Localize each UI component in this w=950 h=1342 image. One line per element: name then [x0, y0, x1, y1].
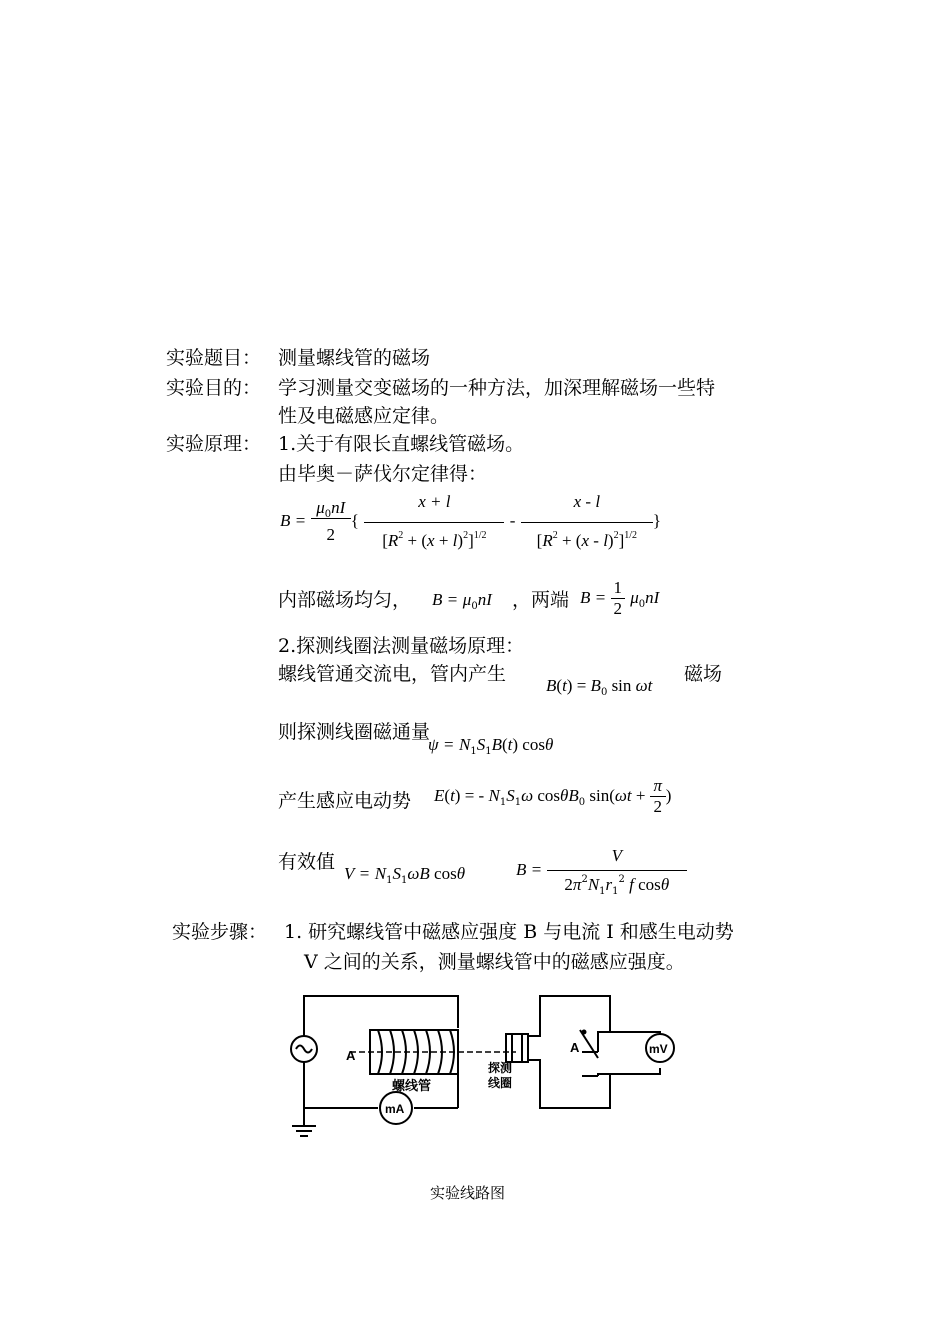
principle-item-1: 1.关于有限长直螺线管磁场。 — [278, 433, 525, 455]
end-field-formula: B = $\frac{1}{2}$ $\mu_0nI$ — [580, 578, 660, 618]
principle-label: 实验原理： — [166, 433, 262, 455]
rms-formula: $V = N_1S_1\omega B$ cosθ — [344, 864, 466, 886]
uniform-text-a: 内部磁场均匀， — [278, 589, 412, 611]
right-top-wire — [528, 996, 610, 1036]
purpose-label: 实验目的： — [166, 377, 262, 399]
mv-label: mV — [649, 1042, 668, 1056]
steps-label: 实验步骤： — [172, 921, 268, 943]
probe-coil-icon — [506, 1034, 528, 1062]
field-result-formula: B = $\frac{V}{2\pi^2N_1r_1^2 f \cos\theta}$ — [516, 846, 687, 895]
circuit-diagram — [280, 990, 680, 1150]
purpose-line-1: 学习测量交变磁场的一种方法，加深理解磁场一些特 — [278, 377, 716, 399]
ma-label: mA — [385, 1102, 405, 1116]
uniform-text-b: ，两端 — [512, 589, 570, 611]
solenoid-field-formula: B = $\frac{\mu_0nI}{2}$ { $\frac{x + l}{[R^2 + (x + l)^2]^{1/2}}$ - $\frac{x - l}{[R^2 + (x - l)^2]^{1/2}}$ } — [280, 492, 662, 550]
label-a-right: A — [570, 1040, 580, 1055]
biot-savart-intro: 由毕奥－萨伐尔定律得： — [278, 463, 488, 485]
solenoid-label: 螺线管 — [392, 1078, 432, 1093]
item-2: 2.探测线圈法测量磁场原理： — [278, 635, 525, 657]
rms-text: 有效值 — [278, 851, 336, 873]
ac-text-a: 螺线管通交流电，管内产生 — [278, 663, 507, 685]
emf-text: 产生感应电动势 — [278, 790, 412, 812]
steps-line-2: V 之间的关系，测量螺线管中的磁感应强度。 — [304, 951, 685, 973]
probe-label-1: 探测 — [488, 1061, 513, 1075]
purpose-line-2: 性及电磁感应定律。 — [278, 405, 450, 427]
steps-line-1: 1. 研究螺线管中磁感应强度 B 与电流 I 和感生电动势 — [284, 921, 734, 943]
diagram-caption: 实验线路图 — [430, 1184, 506, 1202]
flux-text: 则探测线圈磁通量 — [278, 721, 431, 743]
flux-formula: $\psi = N_1S_1B(t)$ cosθ — [428, 735, 554, 757]
switch-blade-icon — [580, 1030, 598, 1058]
emf-formula: E(t) = - $N_1S_1\omega$ cosθB$_0$ sin(ωt + $\frac{\pi}{2}$ ) — [434, 776, 672, 816]
switch-pivot-icon — [582, 1030, 587, 1035]
ac-field-formula: $B(t) = B_0$ sin ωt — [546, 676, 653, 698]
probe-label-2: 线圈 — [488, 1076, 513, 1090]
experiment-title: 测量螺线管的磁场 — [278, 347, 431, 369]
label-a-left: A — [346, 1048, 356, 1063]
inner-field-formula: $B = \mu_0nI$ — [432, 590, 492, 612]
ac-text-b: 磁场 — [684, 663, 723, 685]
right-bottom-wire — [528, 1060, 610, 1108]
title-label: 实验题目： — [166, 347, 262, 369]
ac-wave-icon — [296, 1046, 312, 1053]
